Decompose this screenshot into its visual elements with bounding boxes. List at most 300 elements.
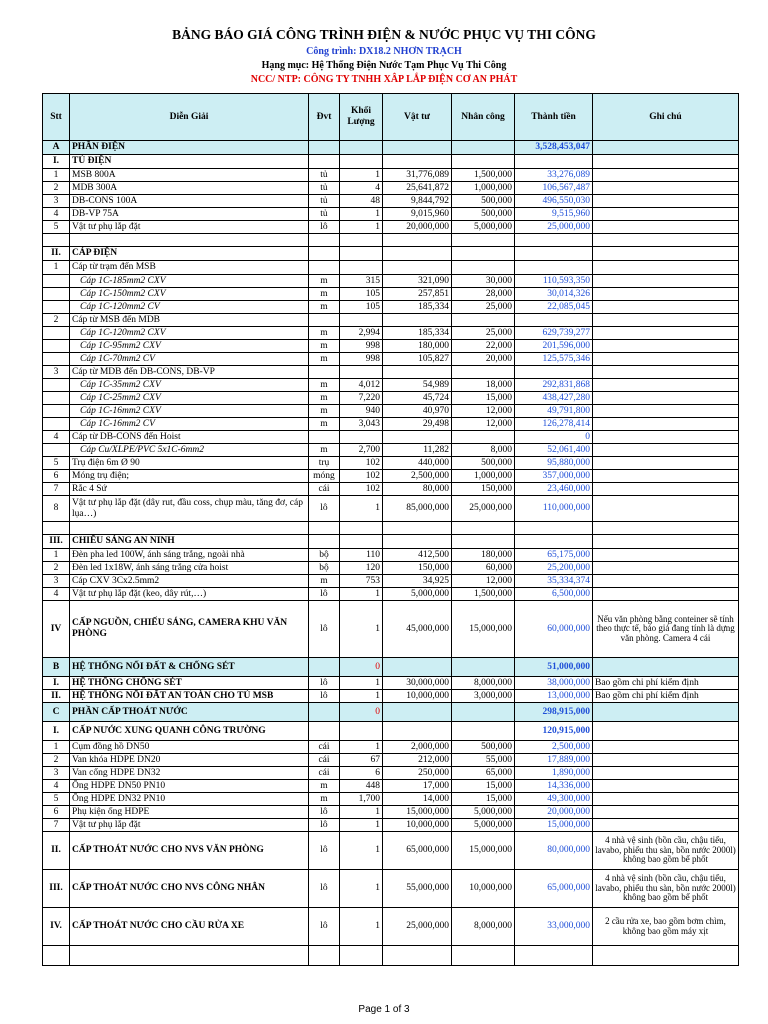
cell-unit: cái (309, 754, 340, 767)
cell-note (593, 261, 739, 275)
cell-stt (43, 288, 70, 301)
cell-qty: 940 (340, 405, 383, 418)
cell-lab: 5,000,000 (452, 221, 515, 234)
cell-total: 80,000,000 (515, 832, 593, 870)
cell-stt: IV (43, 601, 70, 658)
cell-stt (43, 340, 70, 353)
cell-mat: 105,827 (383, 353, 452, 366)
column-header: Thành tiền (515, 94, 593, 141)
cell-lab: 15,000,000 (452, 601, 515, 658)
cell-unit: cái (309, 741, 340, 754)
cell-note: Nếu văn phòng bằng conteiner sẽ tính theo thực tế, báo giá đang tính là dựng văn phòng. Camera 4 cái (593, 601, 739, 658)
cell-note (593, 314, 739, 327)
cell-mat (383, 234, 452, 247)
cell-total: 357,000,000 (515, 470, 593, 483)
table-row (43, 155, 739, 169)
table-row (43, 832, 739, 870)
cell-total: 49,300,000 (515, 793, 593, 806)
cell-total (515, 247, 593, 261)
cell-desc: HỆ THỐNG NỐI ĐẤT & CHỐNG SÉT (70, 658, 309, 677)
cell-desc: Vật tư phụ lắp đặt (dây rut, đầu coss, chụp màu, tăng đơ, cáp lụa…) (70, 496, 309, 522)
cell-mat: 9,015,960 (383, 208, 452, 221)
cell-unit (309, 522, 340, 535)
cell-note (593, 767, 739, 780)
cell-desc: Cáp 1C-120mm2 CV (70, 301, 309, 314)
cell-qty: 4,012 (340, 379, 383, 392)
cell-note (593, 806, 739, 819)
cell-desc: Rắc 4 Sứ (70, 483, 309, 496)
cell-lab: 8,000,000 (452, 908, 515, 946)
cell-qty: 0 (340, 703, 383, 722)
cell-unit: m (309, 575, 340, 588)
cell-stt: 2 (43, 562, 70, 575)
cell-desc: CẤP NGUỒN, CHIẾU SÁNG, CAMERA KHU VĂN PHÒNG (70, 601, 309, 658)
cell-desc: Trụ điện 6m Ø 90 (70, 457, 309, 470)
table-row (43, 722, 739, 741)
cell-qty: 1 (340, 601, 383, 658)
cell-total: 1,890,000 (515, 767, 593, 780)
cell-qty (340, 946, 383, 966)
column-header: Diễn Giải (70, 94, 309, 141)
cell-desc: Cáp 1C-150mm2 CXV (70, 288, 309, 301)
cell-stt: C (43, 703, 70, 722)
cell-qty (340, 314, 383, 327)
cell-stt (43, 418, 70, 431)
cell-lab (452, 141, 515, 155)
cell-unit (309, 141, 340, 155)
cell-desc: CÁP ĐIỆN (70, 247, 309, 261)
cell-mat: 10,000,000 (383, 819, 452, 832)
cell-stt: 2 (43, 314, 70, 327)
table-row (43, 549, 739, 562)
cell-lab: 180,000 (452, 549, 515, 562)
document-title: BẢNG BÁO GIÁ CÔNG TRÌNH ĐIỆN & NƯỚC PHỤC VỤ THI CÔNG (172, 27, 596, 42)
cell-unit: tủ (309, 195, 340, 208)
cell-qty: 105 (340, 288, 383, 301)
cell-unit (309, 658, 340, 677)
cell-desc: CẤP NƯỚC XUNG QUANH CÔNG TRƯỜNG (70, 722, 309, 741)
cell-stt (43, 444, 70, 457)
cell-total: 25,200,000 (515, 562, 593, 575)
cell-unit: m (309, 392, 340, 405)
cell-qty: 1 (340, 806, 383, 819)
cell-lab (452, 722, 515, 741)
cell-desc: Cáp 1C-95mm2 CXV (70, 340, 309, 353)
cell-desc: Cáp Cu/XLPE/PVC 5x1C-6mm2 (70, 444, 309, 457)
cell-stt (43, 522, 70, 535)
cell-total: 438,427,280 (515, 392, 593, 405)
cell-mat: 412,500 (383, 549, 452, 562)
cell-note (593, 247, 739, 261)
cell-mat: 9,844,792 (383, 195, 452, 208)
cell-note (593, 780, 739, 793)
cell-unit (309, 155, 340, 169)
cell-stt: 7 (43, 483, 70, 496)
table-row (43, 522, 739, 535)
cell-desc: HỆ THỐNG CHỐNG SÉT (70, 677, 309, 690)
cell-unit: tủ (309, 208, 340, 221)
cell-desc: Móng trụ điện; (70, 470, 309, 483)
cell-lab: 15,000 (452, 392, 515, 405)
cell-desc: Cáp 1C-70mm2 CV (70, 353, 309, 366)
cell-note (593, 741, 739, 754)
cell-note (593, 703, 739, 722)
cell-total: 60,000,000 (515, 601, 593, 658)
cell-mat: 54,989 (383, 379, 452, 392)
cell-qty: 1 (340, 588, 383, 601)
cell-note (593, 155, 739, 169)
cell-unit: cái (309, 483, 340, 496)
cell-unit: cái (309, 767, 340, 780)
cell-total: 65,175,000 (515, 549, 593, 562)
cell-lab: 15,000 (452, 780, 515, 793)
cell-lab (452, 247, 515, 261)
cell-note (593, 946, 739, 966)
cell-stt: 1 (43, 549, 70, 562)
cell-note (593, 549, 739, 562)
cell-qty: 102 (340, 483, 383, 496)
cell-lab: 65,000 (452, 767, 515, 780)
cell-stt: III. (43, 535, 70, 549)
cell-stt: 1 (43, 741, 70, 754)
cell-lab: 1,000,000 (452, 182, 515, 195)
cell-desc: Đèn led 1x18W, ánh sáng trắng cửa hoist (70, 562, 309, 575)
cell-mat: 34,925 (383, 575, 452, 588)
cell-unit (309, 314, 340, 327)
cell-unit: bộ (309, 549, 340, 562)
cell-qty (340, 366, 383, 379)
cell-lab: 28,000 (452, 288, 515, 301)
cell-lab (452, 431, 515, 444)
table-row (43, 588, 739, 601)
cell-mat (383, 431, 452, 444)
table-row (43, 601, 739, 658)
cell-qty: 2,700 (340, 444, 383, 457)
cell-desc: Vật tư phụ lắp đặt (70, 819, 309, 832)
cell-note (593, 169, 739, 182)
table-row (43, 767, 739, 780)
cell-qty: 1 (340, 221, 383, 234)
table-row (43, 535, 739, 549)
cell-mat: 25,641,872 (383, 182, 452, 195)
cell-desc: Cáp 1C-35mm2 CXV (70, 379, 309, 392)
cell-stt (43, 946, 70, 966)
cell-lab: 500,000 (452, 457, 515, 470)
cell-desc: Cáp từ DB-CONS đến Hoist (70, 431, 309, 444)
cell-unit (309, 247, 340, 261)
cell-total: 38,000,000 (515, 677, 593, 690)
cell-unit: m (309, 301, 340, 314)
cell-stt: 6 (43, 470, 70, 483)
cell-lab: 30,000 (452, 275, 515, 288)
cell-total: 14,336,000 (515, 780, 593, 793)
cell-qty: 998 (340, 353, 383, 366)
cell-stt (43, 379, 70, 392)
cell-qty: 4 (340, 182, 383, 195)
cell-mat: 45,000,000 (383, 601, 452, 658)
cell-mat: 250,000 (383, 767, 452, 780)
cell-desc: CHIẾU SÁNG AN NINH (70, 535, 309, 549)
cell-unit (309, 261, 340, 275)
cell-mat: 25,000,000 (383, 908, 452, 946)
cell-mat: 185,334 (383, 327, 452, 340)
cell-qty: 105 (340, 301, 383, 314)
cell-mat (383, 314, 452, 327)
cell-total: 95,880,000 (515, 457, 593, 470)
cell-mat: 29,498 (383, 418, 452, 431)
cell-qty: 1 (340, 208, 383, 221)
table-row (43, 444, 739, 457)
cell-mat: 31,776,089 (383, 169, 452, 182)
table-row (43, 741, 739, 754)
cell-total: 15,000,000 (515, 819, 593, 832)
cell-stt: 4 (43, 588, 70, 601)
table-row (43, 405, 739, 418)
cell-lab: 60,000 (452, 562, 515, 575)
cell-mat: 257,851 (383, 288, 452, 301)
cell-qty: 2,994 (340, 327, 383, 340)
cell-note (593, 418, 739, 431)
cell-note (593, 535, 739, 549)
cell-mat: 150,000 (383, 562, 452, 575)
cell-mat: 17,000 (383, 780, 452, 793)
cell-total: 106,567,487 (515, 182, 593, 195)
cell-mat: 55,000,000 (383, 870, 452, 908)
cell-desc: TỦ ĐIỆN (70, 155, 309, 169)
quotation-table (42, 93, 739, 966)
cell-mat: 85,000,000 (383, 496, 452, 522)
cell-note: 4 nhà vệ sinh (bồn cầu, chậu tiểu, lavabo, phiểu thu sàn, bồn nước 2000l) không bao gồm bể phốt (593, 832, 739, 870)
cell-unit: m (309, 405, 340, 418)
cell-desc: Van khóa HDPE DN20 (70, 754, 309, 767)
cell-desc: Ống HDPE DN50 PN10 (70, 780, 309, 793)
column-header: Stt (43, 94, 70, 141)
table-row (43, 690, 739, 703)
cell-lab (452, 703, 515, 722)
cell-unit: lô (309, 496, 340, 522)
cell-lab: 12,000 (452, 418, 515, 431)
cell-total: 125,575,346 (515, 353, 593, 366)
table-row (43, 793, 739, 806)
cell-desc: MSB 800A (70, 169, 309, 182)
cell-total: 0 (515, 431, 593, 444)
cell-unit: lô (309, 806, 340, 819)
cell-unit: lô (309, 690, 340, 703)
cell-note: 4 nhà vệ sinh (bồn cầu, chậu tiểu, lavabo, phiểu thu sàn, bồn nước 2000l) không bao gồm bể phốt (593, 870, 739, 908)
cell-unit: lô (309, 819, 340, 832)
table-row (43, 208, 739, 221)
cell-mat (383, 261, 452, 275)
cell-note (593, 444, 739, 457)
cell-lab (452, 522, 515, 535)
cell-stt (43, 392, 70, 405)
cell-total: 2,500,000 (515, 741, 593, 754)
cell-desc: CẤP THOÁT NƯỚC CHO NVS CÔNG NHÂN (70, 870, 309, 908)
table-row (43, 946, 739, 966)
cell-lab: 8,000,000 (452, 677, 515, 690)
cell-mat (383, 658, 452, 677)
project-name: Công trình: DX18.2 NHƠN TRẠCH (306, 46, 462, 57)
column-header: Ghi chú (593, 94, 739, 141)
cell-lab: 20,000 (452, 353, 515, 366)
cell-unit: bộ (309, 562, 340, 575)
table-row (43, 221, 739, 234)
cell-desc: Vật tư phụ lắp đặt (70, 221, 309, 234)
cell-note (593, 588, 739, 601)
cell-stt: I. (43, 677, 70, 690)
cell-desc: Đèn pha led 100W, ánh sáng trắng, ngoài nhà (70, 549, 309, 562)
cell-qty: 1,700 (340, 793, 383, 806)
cell-total: 9,515,960 (515, 208, 593, 221)
cell-note (593, 366, 739, 379)
cell-mat: 440,000 (383, 457, 452, 470)
cell-note: Bao gồm chi phí kiểm định (593, 677, 739, 690)
cell-qty: 753 (340, 575, 383, 588)
cell-qty: 448 (340, 780, 383, 793)
cell-lab: 25,000,000 (452, 496, 515, 522)
table-row (43, 457, 739, 470)
table-row (43, 340, 739, 353)
cell-unit: lô (309, 908, 340, 946)
cell-total: 201,596,000 (515, 340, 593, 353)
cell-mat: 40,970 (383, 405, 452, 418)
cell-qty (340, 155, 383, 169)
table-row (43, 234, 739, 247)
table-row (43, 418, 739, 431)
cell-total (515, 522, 593, 535)
cell-mat: 80,000 (383, 483, 452, 496)
cell-unit: m (309, 327, 340, 340)
cell-lab: 25,000 (452, 301, 515, 314)
cell-mat (383, 155, 452, 169)
cell-note (593, 141, 739, 155)
cell-note (593, 483, 739, 496)
cell-qty (340, 522, 383, 535)
table-row (43, 392, 739, 405)
cell-total (515, 946, 593, 966)
cell-note (593, 288, 739, 301)
cell-lab: 12,000 (452, 575, 515, 588)
cell-total: 51,000,000 (515, 658, 593, 677)
cell-unit (309, 535, 340, 549)
cell-desc: CẤP THOÁT NƯỚC CHO NVS VĂN PHÒNG (70, 832, 309, 870)
table-row (43, 431, 739, 444)
cell-stt: 5 (43, 457, 70, 470)
cell-desc: Cáp 1C-120mm2 CXV (70, 327, 309, 340)
cell-stt: 2 (43, 754, 70, 767)
cell-qty (340, 722, 383, 741)
cell-desc: Cáp 1C-25mm2 CXV (70, 392, 309, 405)
cell-desc: Van cổng HDPE DN32 (70, 767, 309, 780)
cell-lab: 10,000,000 (452, 870, 515, 908)
cell-total: 30,014,326 (515, 288, 593, 301)
cell-stt: 4 (43, 431, 70, 444)
cell-desc: Cáp từ MDB đến DB-CONS, DB-VP (70, 366, 309, 379)
cell-qty: 102 (340, 457, 383, 470)
table-body (43, 141, 739, 966)
cell-qty (340, 141, 383, 155)
cell-note (593, 819, 739, 832)
cell-lab: 1,500,000 (452, 169, 515, 182)
column-header: Vật tư (383, 94, 452, 141)
cell-desc: PHẦN ĐIỆN (70, 141, 309, 155)
table-row (43, 658, 739, 677)
cell-lab (452, 234, 515, 247)
cell-mat (383, 141, 452, 155)
cell-unit: móng (309, 470, 340, 483)
table-row (43, 677, 739, 690)
cell-unit: m (309, 418, 340, 431)
cell-unit: m (309, 288, 340, 301)
cell-note (593, 575, 739, 588)
cell-mat: 180,000 (383, 340, 452, 353)
cell-stt (43, 353, 70, 366)
cell-desc: Cáp từ trạm đến MSB (70, 261, 309, 275)
cell-total: 496,550,030 (515, 195, 593, 208)
table-row (43, 366, 739, 379)
cell-qty: 102 (340, 470, 383, 483)
cell-lab: 1,500,000 (452, 588, 515, 601)
cell-total: 25,000,000 (515, 221, 593, 234)
cell-total: 65,000,000 (515, 870, 593, 908)
cell-total (515, 366, 593, 379)
table-row (43, 247, 739, 261)
cell-unit: lô (309, 588, 340, 601)
cell-desc: HỆ THỐNG NỐI ĐẤT AN TOÀN CHO TỦ MSB (70, 690, 309, 703)
cell-stt: I. (43, 722, 70, 741)
cell-qty: 48 (340, 195, 383, 208)
cell-note (593, 221, 739, 234)
cell-note (593, 353, 739, 366)
cell-lab: 18,000 (452, 379, 515, 392)
cell-total: 3,528,453,047 (515, 141, 593, 155)
cell-desc: Ống HDPE DN32 PN10 (70, 793, 309, 806)
cell-qty: 120 (340, 562, 383, 575)
cell-lab (452, 314, 515, 327)
cell-qty: 1 (340, 690, 383, 703)
cell-note: 2 cầu rửa xe, bao gồm bơm chìm, không bao gồm máy xịt (593, 908, 739, 946)
cell-stt: 2 (43, 182, 70, 195)
table-row (43, 314, 739, 327)
table-row (43, 379, 739, 392)
table-row (43, 470, 739, 483)
cell-stt: A (43, 141, 70, 155)
cell-desc (70, 234, 309, 247)
cell-desc: CẤP THOÁT NƯỚC CHO CẦU RỬA XE (70, 908, 309, 946)
cell-stt: 5 (43, 793, 70, 806)
cell-stt: I. (43, 155, 70, 169)
cell-mat (383, 535, 452, 549)
cell-note (593, 793, 739, 806)
cell-unit: m (309, 353, 340, 366)
cell-total: 20,000,000 (515, 806, 593, 819)
cell-total: 23,460,000 (515, 483, 593, 496)
cell-qty: 1 (340, 819, 383, 832)
cell-unit: tủ (309, 182, 340, 195)
table-row (43, 780, 739, 793)
cell-total: 126,278,414 (515, 418, 593, 431)
cell-note (593, 405, 739, 418)
cell-mat: 15,000,000 (383, 806, 452, 819)
cell-note (593, 327, 739, 340)
cell-total: 22,085,045 (515, 301, 593, 314)
cell-stt (43, 327, 70, 340)
table-row (43, 870, 739, 908)
cell-mat (383, 722, 452, 741)
cell-lab: 25,000 (452, 327, 515, 340)
cell-total (515, 155, 593, 169)
cell-mat: 2,000,000 (383, 741, 452, 754)
